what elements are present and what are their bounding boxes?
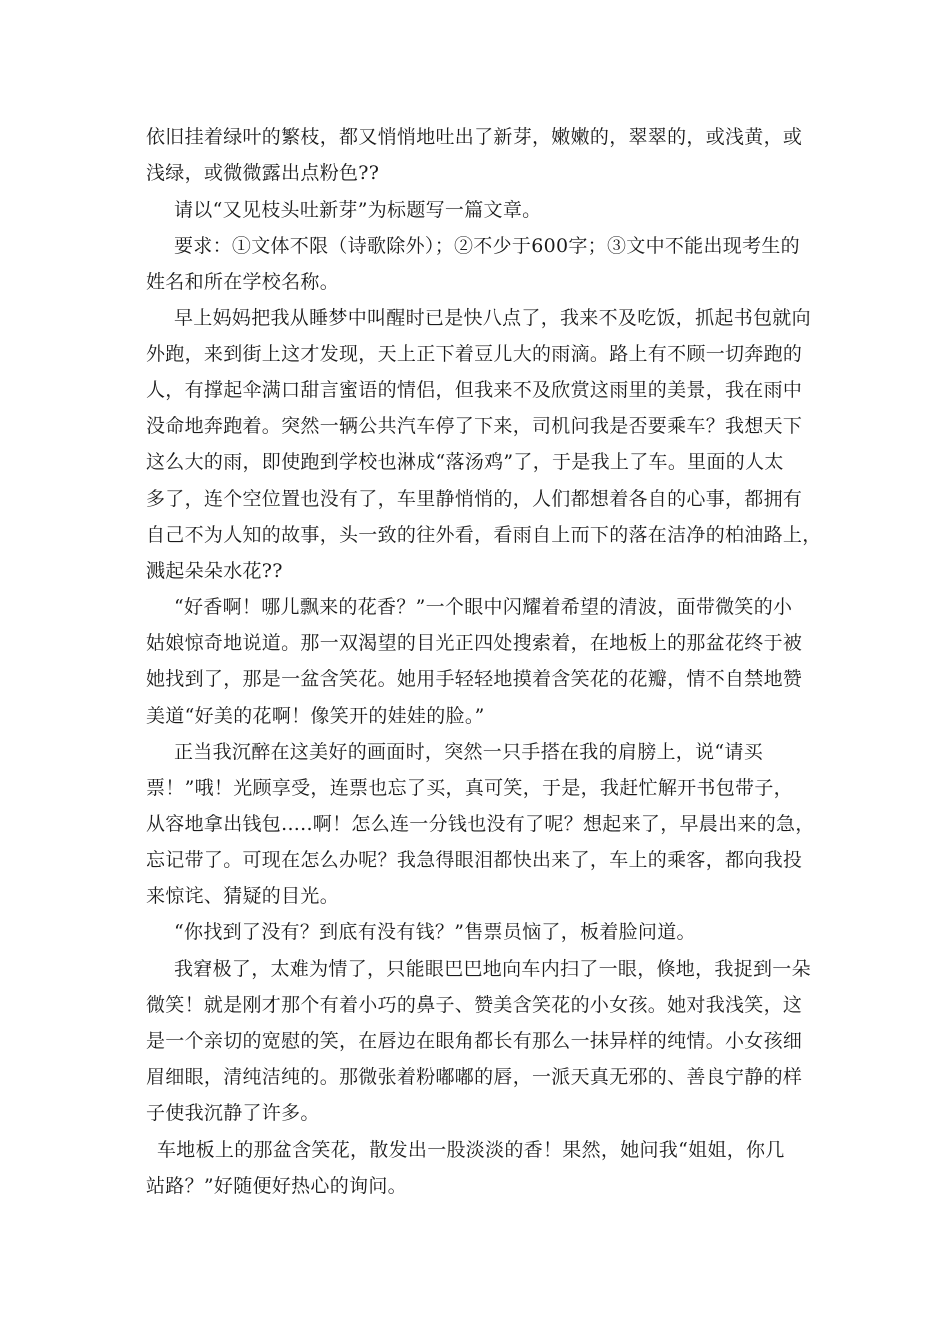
text-line: 站路？”好随便好热心的询问。: [146, 1175, 407, 1197]
text-line: “好香啊！哪儿飘来的花香？”一个眼中闪耀着希望的清波，面带微笑的小: [174, 596, 793, 618]
text-line: 姓名和所在学校名称。: [146, 271, 340, 293]
text-line: 忘记带了。可现在怎么办呢？我急得眼泪都快出来了，车上的乘客，都向我投: [146, 849, 803, 871]
text-line: 是一个亲切的宽慰的笑，在唇边在眼角都长有那么一抹异样的纯情。小女孩细: [146, 1030, 803, 1052]
text-line: 微笑！就是刚才那个有着小巧的鼻子、赞美含笑花的小女孩。她对我浅笑，这: [146, 994, 803, 1016]
text-line: 这么大的雨，即使跑到学校也淋成“落汤鸡”了，于是我上了车。里面的人太: [146, 451, 784, 473]
text-line: 她找到了，那是一盆含笑花。她用手轻轻地摸着含笑花的花瓣，情不自禁地赞: [146, 668, 803, 690]
text-line: 正当我沉醉在这美好的画面时，突然一只手搭在我的肩膀上，说“请买: [174, 741, 764, 763]
text-line: 请以“又见枝头吐新芽”为标题写一篇文章。: [174, 199, 542, 221]
text-line: 多了，连个空位置也没有了，车里静悄悄的，人们都想着各自的心事，都拥有: [146, 488, 803, 510]
text-line: 自己不为人知的故事，头一致的往外看，看雨自上而下的落在洁净的柏油路上，: [146, 524, 822, 546]
text-line: 眉细眼，清纯洁纯的。那微张着粉嘟嘟的唇，一派天真无邪的、善良宁静的样: [146, 1066, 803, 1088]
text-line: 姑娘惊奇地说道。那一双渴望的目光正四处搜索着，在地板上的那盆花终于被: [146, 632, 803, 654]
text-line: 浅绿，或微微露出点粉色??: [146, 162, 380, 184]
text-line: 依旧挂着绿叶的繁枝，都又悄悄地吐出了新芽，嫩嫩的，翠翠的，或浅黄，或: [146, 126, 803, 148]
text-line: 人，有撑起伞满口甜言蜜语的情侣，但我来不及欣赏这雨里的美景，我在雨中: [146, 379, 803, 401]
text-line: “你找到了没有？到底有没有钱？”售票员恼了，板着脸问道。: [174, 921, 696, 943]
text-line: 要求：①文体不限（诗歌除外）；②不少于600字；③文中不能出现考生的: [174, 235, 800, 257]
text-line: 我窘极了，太难为情了，只能眼巴巴地向车内扫了一眼，倏地，我捉到一朵: [174, 958, 811, 980]
text-line: 从容地拿出钱包.....啊！怎么连一分钱也没有了呢？想起来了，早晨出来的急，: [146, 813, 815, 835]
text-line: 来惊诧、猜疑的目光。: [146, 885, 340, 907]
text-line: 没命地奔跑着。突然一辆公共汽车停了下来，司机问我是否要乘车？我想天下: [146, 415, 803, 437]
text-line: 美道“好美的花啊！像笑开的娃娃的脸。”: [146, 705, 485, 727]
text-line: 车地板上的那盆含笑花，散发出一股淡淡的香！果然，她问我“姐姐，你几: [157, 1139, 785, 1161]
text-line: 外跑，来到街上这才发现，天上正下着豆儿大的雨滴。路上有不顾一切奔跑的: [146, 343, 803, 365]
text-line: 早上妈妈把我从睡梦中叫醒时已是快八点了，我来不及吃饭，抓起书包就向: [174, 307, 811, 329]
text-line: 子使我沉静了许多。: [146, 1102, 320, 1124]
text-line: 票！”哦！光顾享受，连票也忘了买，真可笑，于是，我赶忙解开书包带子，: [146, 777, 793, 799]
text-line: 溅起朵朵水花??: [146, 560, 283, 582]
